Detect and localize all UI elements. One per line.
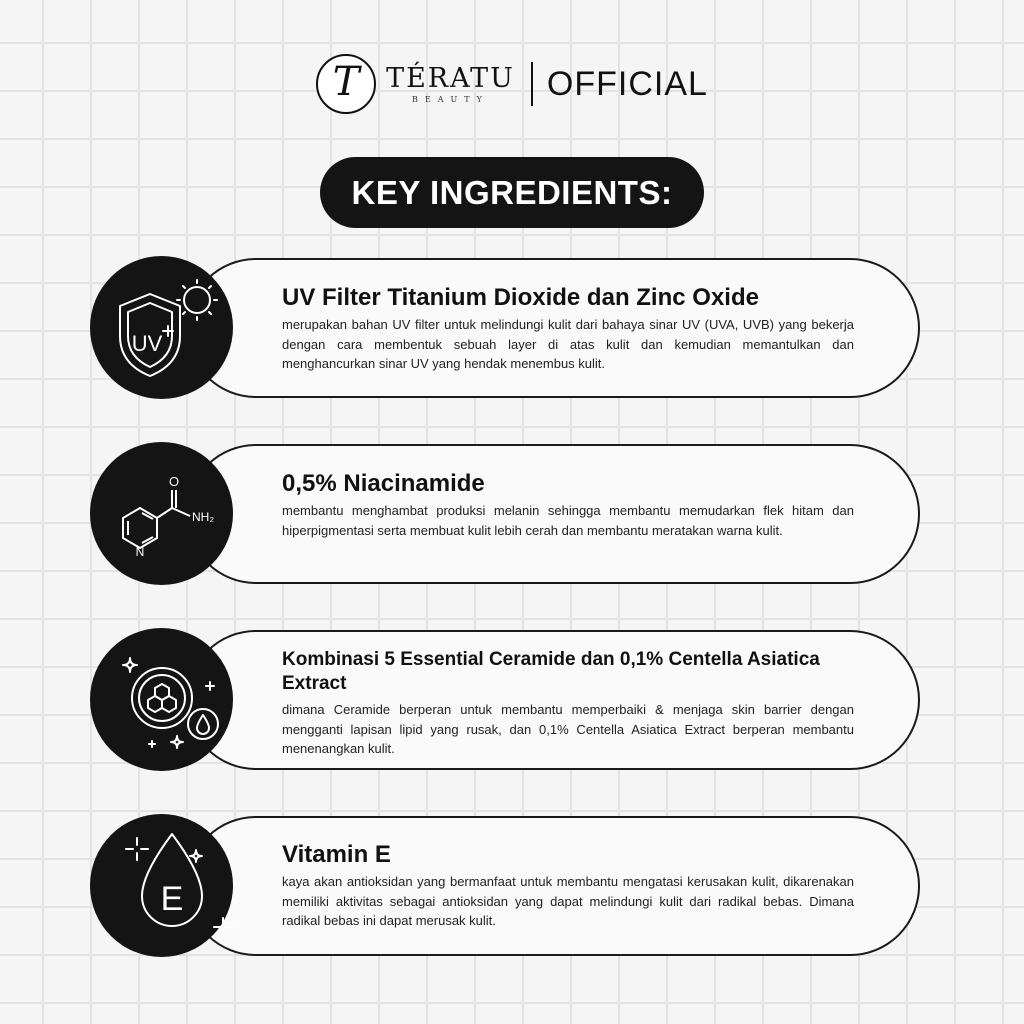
ceramide-molecule-drop-icon xyxy=(90,628,233,771)
ingredient-title: UV Filter Titanium Dioxide dan Zinc Oxide xyxy=(282,284,759,311)
header-divider xyxy=(531,62,533,106)
ingredient-title: Kombinasi 5 Essential Ceramide dan 0,1% Centella Asiatica Extract xyxy=(282,649,820,694)
brand-subtitle: BEAUTY xyxy=(412,94,489,104)
ingredient-description: merupakan bahan UV filter untuk melindungi kulit dari bahaya sinar UV (UVA, UVB) yang bekerja dengan cara membentuk sebuah layer di atas kulit dan kemudian memantulkan dan menghancurkan sinar UV yang hendak menembus kulit. xyxy=(282,317,854,371)
brand-name: TÉRATU xyxy=(386,62,515,94)
brand-logo xyxy=(316,54,376,114)
ingredient-text-niacinamide xyxy=(282,471,854,540)
official-label: OFFICIAL xyxy=(546,64,708,103)
niacinamide-molecule-icon xyxy=(90,442,233,585)
page-title: KEY INGREDIENTS: xyxy=(351,173,673,211)
brand-wordmark xyxy=(386,62,515,104)
ingredient-text-ceramide xyxy=(282,648,854,759)
uv-icon-text: UV xyxy=(131,331,163,356)
oxygen-label: O xyxy=(168,474,180,489)
ingredient-title: Vitamin E xyxy=(282,841,391,868)
ingredient-description: membantu menghambat produksi melanin sehingga membantu memudarkan flek hitam dan hiperpigmentasi serta membuat kulit lebih cerah dan membantu meratakan warna kulit. xyxy=(282,503,854,538)
ingredient-title: 0,5% Niacinamide xyxy=(282,470,485,497)
uv-shield-sun-icon xyxy=(90,256,233,399)
ingredient-description: kaya akan antioksidan yang bermanfaat untuk membantu mengatasi kerusakan kulit, dikarenakan memiliki aktivitas sebagai antioksidan yang dapat melindungi kulit dari radikal bebas. Dimana radikal bebas ini dapat merusak kulit. xyxy=(282,874,854,928)
amine-label: NH₂ xyxy=(192,510,214,524)
brand-header xyxy=(0,52,1024,116)
vitamin-e-icon-letter: E xyxy=(160,880,184,918)
title-pill xyxy=(320,157,704,228)
ingredient-text-vitamin-e xyxy=(282,842,854,931)
vitamin-e-drop-icon xyxy=(90,814,233,957)
logo-letter: T xyxy=(332,59,360,105)
nitrogen-label: N xyxy=(135,545,145,559)
ingredient-description: dimana Ceramide berperan untuk membantu memperbaiki & menjaga skin barrier dengan mengganti lapisan lipid yang rusak, dan 0,1% Centella Asiatica Extract berperan membantu menenangkan kulit. xyxy=(282,702,854,756)
ingredient-text-uv-filter xyxy=(282,285,854,374)
